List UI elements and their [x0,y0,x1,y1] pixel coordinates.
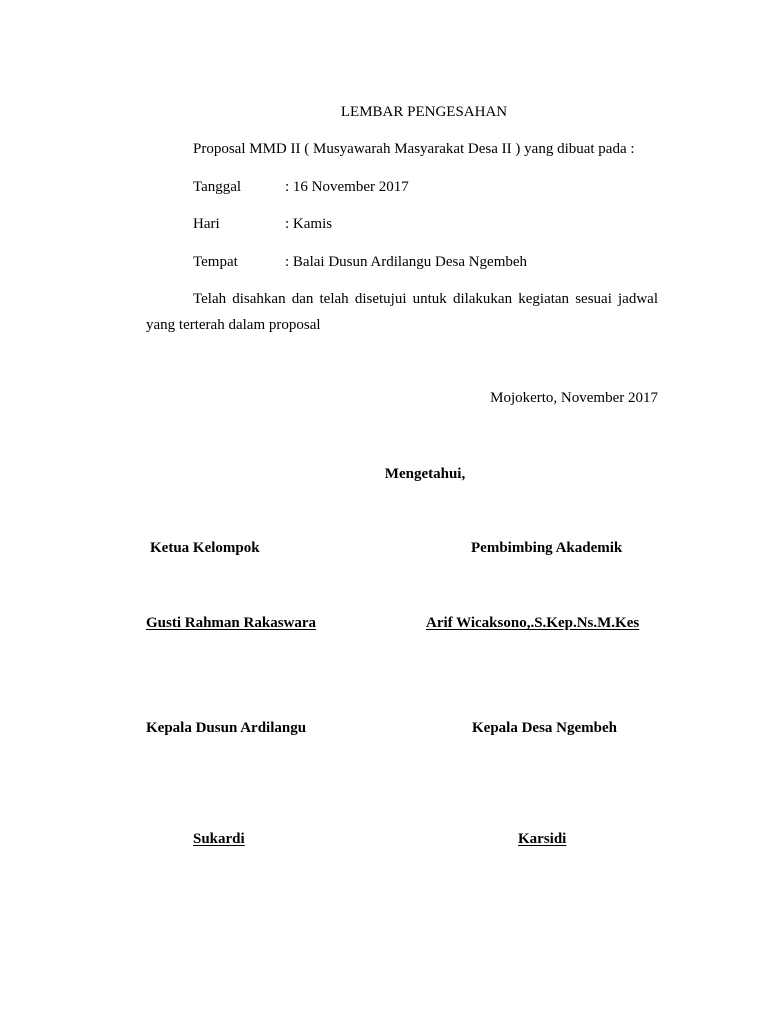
name-village-head: Karsidi [518,831,567,847]
detail-label-day: Hari [193,216,220,232]
name-group-leader: Gusti Rahman Rakaswara [146,615,317,631]
role-group-leader: Ketua Kelompok [150,540,260,556]
detail-value-date: : 16 November 2017 [285,179,409,195]
name-hamlet-head: Sukardi [193,831,245,847]
role-academic-supervisor: Pembimbing Akademik [471,540,623,556]
approval-text-line-1: Telah disahkan dan telah disetujui untuk dilakukan kegiatan sesuai jadwal [193,291,658,307]
role-village-head: Kepala Desa Ngembeh [472,720,617,736]
role-hamlet-head: Kepala Dusun Ardilangu [146,720,307,736]
approval-text-line-2: yang terterah dalam proposal [146,317,321,333]
detail-label-date: Tanggal [193,179,242,195]
document-title: LEMBAR PENGESAHAN [340,104,508,120]
intro-text: Proposal MMD II ( Musyawarah Masyarakat Desa II ) yang dibuat pada : [193,141,635,157]
detail-value-place: : Balai Dusun Ardilangu Desa Ngembeh [285,254,528,270]
acknowledged-label: Mengetahui, [384,466,466,482]
detail-label-place: Tempat [193,254,238,270]
place-date: Mojokerto, November 2017 [490,390,658,406]
name-academic-supervisor: Arif Wicaksono,.S.Kep.Ns.M.Kes [426,615,640,631]
detail-value-day: : Kamis [285,216,333,232]
